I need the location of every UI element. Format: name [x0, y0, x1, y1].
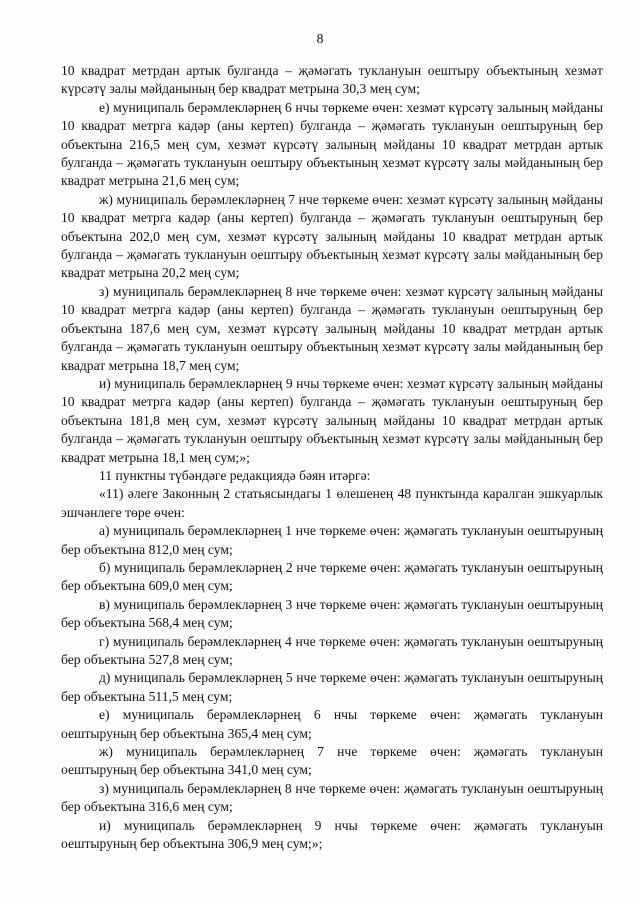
list-item-z: з) муниципаль берәмлекләрнең 8 нче төркеме өчен: җәмәгать туклануын оештыруның бер объектына 316,6 мең сум;: [61, 780, 603, 815]
paragraph-item-e-group-6: е) муниципаль берәмлекләрнең 6 нчы төркеме өчен: хезмәт күрсәтү залының мәйданы 10 квадрат метрга кадәр (аны кертеп) булганда – җәмәгать туклануын оештыруның бер объектына 216,5 мең сум, хезмәт күрсәтү залының мәйданы 10 квадрат метрдан артык булганда – җәмәгать туклануын оештыру объектының хезмәт күрсәтү залы мәйданының бер квадрат метрына 21,6 мең сум;: [61, 99, 603, 189]
paragraph-point-11-intro: 11 пунктны түбәндәге редакциядә бәян итәргә:: [99, 467, 371, 483]
paragraph-item-i-group-9: и) муниципаль берәмлекләрнең 9 нчы төркеме өчен: хезмәт күрсәтү залының мәйданы 10 квадрат метрга кадәр (аны кертеп) булганда – җәмәгать туклануын оештыруның бер объектына 181,8 мең сум, хезмәт күрсәтү залының мәйданы 10 квадрат метрдан артык булганда – җәмәгать туклануын оештыру объектының хезмәт күрсәтү залы мәйданының бер квадрат метрына 18,1 мең сум;»;: [61, 375, 603, 465]
list-item-i: и) муниципаль берәмлекләрнең 9 нчы төркеме өчен: җәмәгать туклануын оештыруның бер объектына 306,9 мең сум;»;: [61, 817, 603, 852]
list-item-v: в) муниципаль берәмлекләрнең 3 нче төркеме өчен: җәмәгать туклануын оештыруның бер объектына 568,4 мең сум;: [61, 596, 603, 631]
list-item-d: д) муниципаль берәмлекләрнең 5 нче төркеме өчен: җәмәгать туклануын оештыруның бер объектына 511,5 мең сум;: [61, 670, 603, 704]
list-item-g: г) муниципаль берәмлекләрнең 4 нче төркеме өчен: җәмәгать туклануын оештыруның бер объектына 527,8 мең сум;: [61, 633, 603, 667]
page-number: 8: [316, 32, 324, 47]
document-body: [61, 62, 603, 853]
paragraph-point-11-text: «11) әлеге Законның 2 статьясындагы 1 өлешенең 48 пунктында каралган эшкуарлык эшчәнлеге төре өчен:: [61, 486, 603, 520]
list-item-e: е) муниципаль берәмлекләрнең 6 нчы төркеме өчен: җәмәгать туклануын оештыруның бер объектына 365,4 мең сум;: [61, 707, 603, 741]
paragraph-continuation: 10 квадрат метрдан артык булганда – җәмәгать туклануын оештыру объектының хезмәт күрсәтү залы мәйданының бер квадрат метрына 30,3 мең сум;: [61, 63, 603, 97]
paragraph-item-z-group-8: з) муниципаль берәмлекләрнең 8 нче төркеме өчен: хезмәт күрсәтү залының мәйданы 10 квадрат метрга кадәр (аны кертеп) булганда – җәмәгать туклануын оештыруның бер объектына 187,6 мең сум, хезмәт күрсәтү залының мәйданы 10 квадрат метрдан артык булганда – җәмәгать туклануын оештыру объектының хезмәт күрсәтү залы мәйданының бер квадрат метрына 18,7 мең сум;: [61, 283, 603, 373]
list-item-a: а) муниципаль берәмлекләрнең 1 нче төркеме өчен: җәмәгать туклануын оештыруның бер объектына 812,0 мең сум;: [61, 523, 603, 557]
list-item-b: б) муниципаль берәмлекләрнең 2 нче төркеме өчен: җәмәгать туклануын оештыруның бер объектына 609,0 мең сум;: [61, 559, 603, 594]
list-item-zh: ж) муниципаль берәмлекләрнең 7 нче төркеме өчен: җәмәгать туклануын оештыруның бер объектына 341,0 мең сум;: [61, 744, 603, 778]
paragraph-item-zh-group-7: ж) муниципаль берәмлекләрнең 7 нче төркеме өчен: хезмәт күрсәтү залының мәйданы 10 квадрат метрга кадәр (аны кертеп) булганда – җәмәгать туклануын оештыруның бер объектына 202,0 мең сум, хезмәт күрсәтү залының мәйданы 10 квадрат метрдан артык булганда – җәмәгать туклануын оештыру объектының хезмәт күрсәтү залы мәйданының бер квадрат метрына 20,2 мең сум;: [61, 191, 603, 281]
